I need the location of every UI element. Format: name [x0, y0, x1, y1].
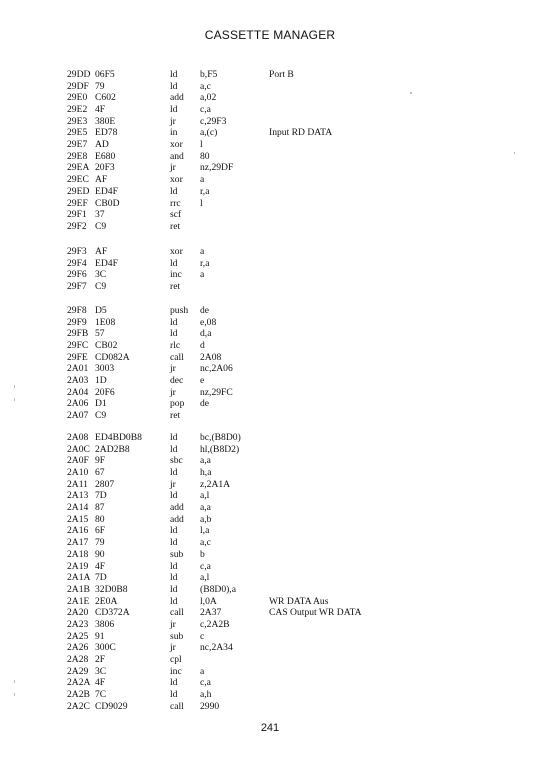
code-line	[0, 269, 540, 281]
hex-bytes: 32D0B8	[95, 583, 128, 595]
address: 29EC	[67, 174, 89, 186]
hex-bytes: 79	[95, 80, 105, 92]
mnemonic: jr	[170, 386, 176, 398]
address: 29E8	[67, 150, 88, 162]
address: 2A25	[67, 630, 89, 642]
mnemonic: rlc	[170, 340, 181, 351]
hex-bytes: 57	[95, 328, 105, 340]
address: 29F8	[67, 305, 87, 316]
address: 2A19	[67, 560, 89, 572]
operand: 2990	[200, 700, 220, 712]
address: 29E3	[67, 115, 88, 127]
operand: e	[200, 375, 205, 387]
operand: d	[200, 340, 205, 351]
operand: a,h	[200, 689, 212, 700]
mnemonic: jr	[170, 363, 176, 375]
address: 29EF	[67, 197, 88, 209]
mnemonic: add	[170, 92, 184, 104]
hex-bytes: 2AD2B8	[95, 443, 130, 455]
hex-bytes: 1E08	[95, 316, 116, 328]
address: 2A2A	[67, 677, 91, 689]
address: 2A26	[67, 642, 89, 654]
mnemonic: rrc	[170, 197, 181, 209]
page-title: CASSETTE MANAGER	[204, 28, 336, 42]
code-line	[0, 186, 540, 198]
hex-bytes: 20F3	[95, 162, 115, 174]
address: 29E2	[67, 104, 88, 115]
hex-bytes: C9	[95, 220, 107, 232]
scan-speck	[14, 398, 15, 401]
code-line	[0, 352, 540, 364]
hex-bytes: CD372A	[95, 607, 130, 619]
mnemonic: ld	[170, 104, 178, 115]
code-line	[0, 387, 540, 399]
operand: a,c	[200, 537, 211, 549]
hex-bytes: 7C	[95, 689, 107, 700]
address: 2A13	[67, 490, 89, 502]
address: 2A2C	[67, 700, 90, 712]
operand: a,02	[200, 92, 217, 104]
mnemonic: ld	[170, 257, 178, 269]
scan-speck	[14, 693, 15, 696]
code-line	[0, 549, 540, 561]
mnemonic: ld	[170, 490, 178, 502]
comment: Input RD DATA	[269, 127, 333, 139]
mnemonic: pop	[170, 398, 185, 410]
address: 2A16	[67, 525, 89, 537]
code-line	[0, 619, 540, 631]
code-line	[0, 479, 540, 491]
hex-bytes: 3003	[95, 363, 115, 375]
mnemonic: ret	[170, 410, 181, 422]
operand: c,a	[200, 560, 211, 572]
hex-bytes: 3C	[95, 665, 107, 677]
mnemonic: add	[170, 502, 184, 514]
address: 2A11	[67, 478, 88, 490]
mnemonic: ld	[170, 677, 178, 689]
code-line	[0, 139, 540, 151]
mnemonic: jr	[170, 618, 176, 630]
hex-bytes: 2E0A	[95, 595, 118, 607]
page-number: 241	[260, 722, 280, 734]
address: 29FB	[67, 328, 89, 340]
mnemonic: in	[170, 127, 178, 139]
code-line	[0, 596, 540, 608]
hex-bytes: 90	[95, 548, 105, 560]
mnemonic: inc	[170, 269, 182, 281]
address: 2A01	[67, 363, 89, 375]
mnemonic: ld	[170, 467, 178, 478]
code-line	[0, 328, 540, 340]
code-line	[0, 654, 540, 666]
hex-bytes: 3C	[95, 269, 107, 281]
code-line	[0, 81, 540, 93]
mnemonic: ld	[170, 80, 178, 92]
mnemonic: ld	[170, 689, 178, 700]
operand: h,a	[200, 467, 212, 478]
hex-bytes: 4F	[95, 104, 106, 115]
hex-bytes: E680	[95, 150, 116, 162]
code-line	[0, 444, 540, 456]
code-line	[0, 92, 540, 104]
mnemonic: ld	[170, 328, 178, 340]
address: 2A20	[67, 607, 89, 619]
mnemonic: and	[170, 150, 184, 162]
mnemonic: sub	[170, 630, 184, 642]
mnemonic: ld	[170, 525, 178, 537]
code-line	[0, 537, 540, 549]
address: 2A04	[67, 386, 89, 398]
operand: nc,2A06	[200, 363, 233, 375]
code-line	[0, 375, 540, 387]
address: 29F3	[67, 246, 87, 257]
address: 29FE	[67, 351, 88, 363]
address: 2A17	[67, 537, 89, 549]
code-line	[0, 69, 540, 81]
code-line	[0, 677, 540, 689]
mnemonic: ld	[170, 185, 178, 197]
operand: a	[200, 174, 205, 186]
hex-bytes: 67	[95, 467, 105, 478]
mnemonic: ld	[170, 572, 178, 584]
mnemonic: xor	[170, 139, 183, 151]
operand: 2A08	[200, 351, 222, 363]
hex-bytes: 80	[95, 513, 105, 525]
operand: c	[200, 630, 205, 642]
scan-speck	[410, 92, 412, 94]
operand: l	[200, 197, 203, 209]
code-line	[0, 151, 540, 163]
hex-bytes: ED4F	[95, 185, 118, 197]
code-line	[0, 258, 540, 270]
hex-bytes: AD	[95, 139, 109, 151]
mnemonic: add	[170, 513, 184, 525]
operand: d,a	[200, 328, 212, 340]
comment: WR DATA Aus	[269, 595, 329, 607]
operand: hl,(B8D2)	[200, 443, 240, 455]
code-line	[0, 490, 540, 502]
mnemonic: sbc	[170, 455, 183, 467]
hex-bytes: 2807	[95, 478, 115, 490]
address: 29F4	[67, 257, 87, 269]
code-line	[0, 467, 540, 479]
code-line	[0, 689, 540, 701]
address: 2A07	[67, 410, 89, 422]
code-line	[0, 432, 540, 444]
code-line	[0, 162, 540, 174]
hex-bytes: 91	[95, 630, 105, 642]
code-line	[0, 104, 540, 116]
mnemonic: ld	[170, 69, 178, 80]
mnemonic: ld	[170, 432, 178, 443]
operand: 2A37	[200, 607, 222, 619]
code-line	[0, 116, 540, 128]
operand: a,a	[200, 502, 211, 514]
code-line	[0, 317, 540, 329]
code-line	[0, 174, 540, 186]
hex-bytes: CD082A	[95, 351, 130, 363]
operand: b,F5	[200, 69, 218, 80]
hex-bytes: D5	[95, 305, 107, 316]
mnemonic: call	[170, 700, 184, 712]
address: 2A29	[67, 665, 89, 677]
operand: a,l	[200, 572, 210, 584]
code-line	[0, 584, 540, 596]
code-line	[0, 666, 540, 678]
hex-bytes: 7D	[95, 572, 107, 584]
mnemonic: push	[170, 305, 189, 316]
address: 2A06	[67, 398, 89, 410]
operand: z,2A1A	[200, 478, 231, 490]
mnemonic: ld	[170, 583, 178, 595]
code-line	[0, 607, 540, 619]
code-line	[0, 305, 540, 317]
operand: de	[200, 398, 210, 410]
mnemonic: jr	[170, 115, 176, 127]
hex-bytes: 6F	[95, 525, 106, 537]
operand: 80	[200, 150, 210, 162]
code-line	[0, 561, 540, 573]
address: 2A1E	[67, 595, 90, 607]
address: 29DF	[67, 80, 89, 92]
scan-speck	[514, 152, 515, 154]
operand: a,c	[200, 80, 211, 92]
code-line	[0, 455, 540, 467]
operand: bc,(B8D0)	[200, 432, 241, 443]
hex-bytes: 1D	[95, 375, 107, 387]
mnemonic: call	[170, 351, 184, 363]
code-line	[0, 502, 540, 514]
operand: l,0A	[200, 595, 217, 607]
address: 2A1A	[67, 572, 91, 584]
address: 2A28	[67, 653, 89, 665]
operand: a,(c)	[200, 127, 218, 139]
mnemonic: xor	[170, 174, 183, 186]
operand: c,29F3	[200, 115, 227, 127]
operand: l,a	[200, 525, 210, 537]
address: 29F7	[67, 281, 87, 292]
hex-bytes: 20F6	[95, 386, 115, 398]
hex-bytes: CD9029	[95, 700, 128, 712]
hex-bytes: 7D	[95, 490, 107, 502]
hex-bytes: 2F	[95, 653, 106, 665]
address: 29DD	[67, 69, 91, 80]
mnemonic: ld	[170, 560, 178, 572]
operand: a,l	[200, 490, 210, 502]
comment: CAS Output WR DATA	[269, 607, 362, 619]
hex-bytes: 3806	[95, 618, 115, 630]
mnemonic: ld	[170, 537, 178, 549]
address: 29ED	[67, 185, 90, 197]
hex-bytes: 380E	[95, 115, 116, 127]
address: 2A0F	[67, 455, 89, 467]
mnemonic: ret	[170, 281, 181, 292]
code-line	[0, 221, 540, 233]
code-line	[0, 340, 540, 352]
mnemonic: dec	[170, 375, 184, 387]
operand: a,b	[200, 513, 212, 525]
operand: (B8D0),a	[200, 583, 236, 595]
hex-bytes: C9	[95, 281, 107, 292]
mnemonic: call	[170, 607, 184, 619]
operand: b	[200, 548, 205, 560]
address: 29F9	[67, 316, 87, 328]
address: 29E7	[67, 139, 88, 151]
code-line	[0, 514, 540, 526]
operand: a	[200, 246, 205, 257]
scan-speck	[14, 680, 15, 683]
hex-bytes: C602	[95, 92, 116, 104]
operand: c,a	[200, 104, 211, 115]
mnemonic: inc	[170, 665, 182, 677]
code-line	[0, 631, 540, 643]
code-line	[0, 398, 540, 410]
hex-bytes: C9	[95, 410, 107, 422]
address: 2A08	[67, 432, 89, 443]
mnemonic: scf	[170, 209, 182, 221]
operand: l	[200, 139, 203, 151]
operand: nz,29FC	[200, 386, 233, 398]
hex-bytes: 9F	[95, 455, 106, 467]
code-line	[0, 363, 540, 375]
mnemonic: jr	[170, 478, 176, 490]
address: 2A23	[67, 618, 89, 630]
hex-bytes: 37	[95, 209, 105, 221]
address: 2A2B	[67, 689, 90, 700]
address: 29E5	[67, 127, 88, 139]
hex-bytes: 06F5	[95, 69, 115, 80]
hex-bytes: AF	[95, 246, 108, 257]
code-line	[0, 525, 540, 537]
operand: nz,29DF	[200, 162, 234, 174]
address: 29EA	[67, 162, 90, 174]
mnemonic: xor	[170, 246, 183, 257]
address: 29F2	[67, 220, 87, 232]
mnemonic: jr	[170, 162, 176, 174]
address: 2A18	[67, 548, 89, 560]
code-line	[0, 410, 540, 422]
operand: c,a	[200, 677, 211, 689]
mnemonic: sub	[170, 548, 184, 560]
comment: Port B	[269, 69, 294, 80]
address: 2A15	[67, 513, 89, 525]
operand: r,a	[200, 185, 210, 197]
mnemonic: ld	[170, 443, 178, 455]
address: 29FC	[67, 340, 89, 351]
scan-speck	[14, 385, 15, 388]
mnemonic: jr	[170, 642, 176, 654]
hex-bytes: 87	[95, 502, 105, 514]
operand: nc,2A34	[200, 642, 233, 654]
mnemonic: cpl	[170, 653, 182, 665]
hex-bytes: D1	[95, 398, 107, 410]
operand: de	[200, 305, 210, 316]
operand: a	[200, 269, 205, 281]
hex-bytes: 300C	[95, 642, 116, 654]
operand: a	[200, 665, 205, 677]
address: 2A0C	[67, 443, 90, 455]
hex-bytes: CB0D	[95, 197, 120, 209]
code-line	[0, 572, 540, 584]
operand: r,a	[200, 257, 210, 269]
hex-bytes: 79	[95, 537, 105, 549]
mnemonic: ld	[170, 316, 178, 328]
hex-bytes: AF	[95, 174, 108, 186]
address: 2A14	[67, 502, 89, 514]
address: 2A10	[67, 467, 89, 478]
address: 29E0	[67, 92, 88, 104]
hex-bytes: ED78	[95, 127, 118, 139]
mnemonic: ld	[170, 595, 178, 607]
address: 29F6	[67, 269, 87, 281]
mnemonic: ret	[170, 220, 181, 232]
address: 2A03	[67, 375, 89, 387]
hex-bytes: 4F	[95, 677, 106, 689]
code-line	[0, 281, 540, 293]
operand: e,08	[200, 316, 217, 328]
code-line	[0, 642, 540, 654]
code-line	[0, 127, 540, 139]
hex-bytes: ED4F	[95, 257, 118, 269]
operand: a,a	[200, 455, 211, 467]
code-line	[0, 246, 540, 258]
hex-bytes: 4F	[95, 560, 106, 572]
address: 2A1B	[67, 583, 90, 595]
code-line	[0, 701, 540, 713]
code-line	[0, 198, 540, 210]
hex-bytes: CB02	[95, 340, 118, 351]
hex-bytes: ED4BD0B8	[95, 432, 142, 443]
operand: c,2A2B	[200, 618, 230, 630]
code-line	[0, 209, 540, 221]
address: 29F1	[67, 209, 87, 221]
